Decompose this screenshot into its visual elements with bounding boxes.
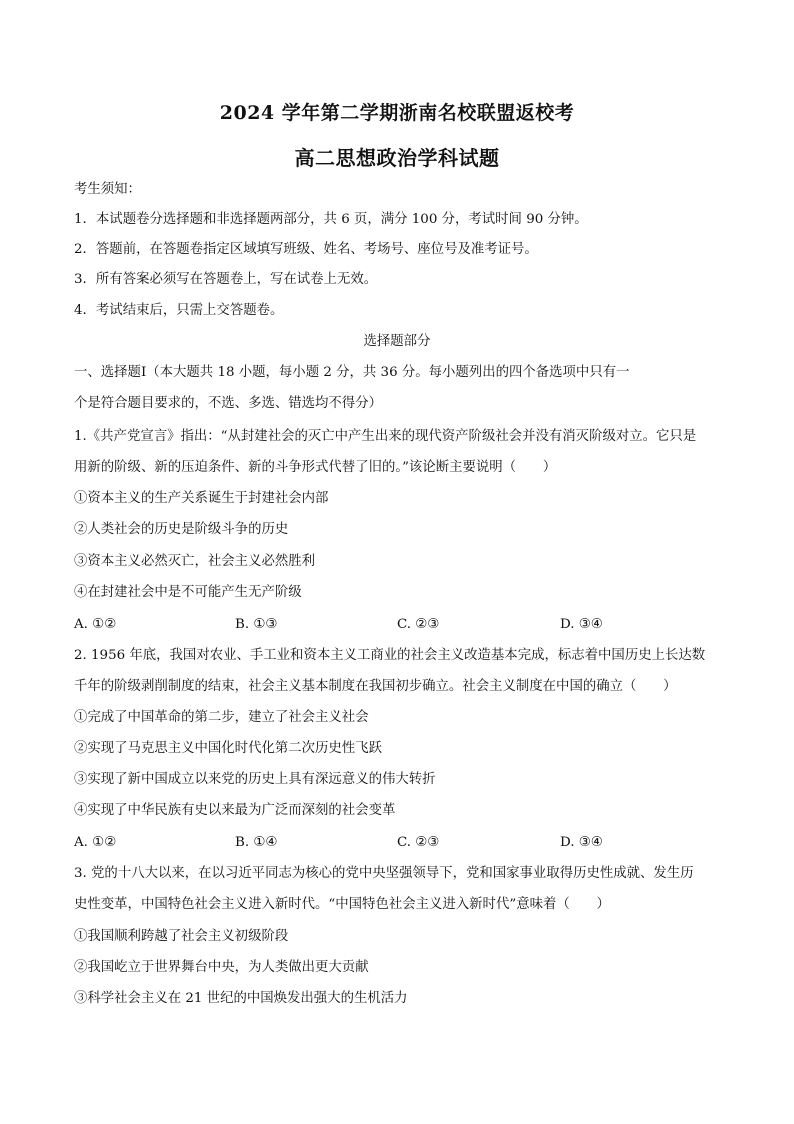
question-statement: ③资本主义必然灭亡，社会主义必然胜利 xyxy=(74,554,316,569)
exam-subtitle: 高二思想政治学科试题 xyxy=(294,146,500,170)
question-statement: ③科学社会主义在 21 世纪的中国焕发出强大的生机活力 xyxy=(74,991,408,1006)
question-statement: ②人类社会的历史是阶级斗争的历史 xyxy=(74,522,289,537)
notice-item: 4．考试结束后，只需上交答题卷。 xyxy=(74,303,284,318)
notice-heading: 考生须知： xyxy=(74,182,141,197)
option-b: B. ①③ xyxy=(235,617,278,632)
question-statement: ①资本主义的生产关系诞生于封建社会内部 xyxy=(74,491,329,506)
question-stem: 3. 党的十八大以来，在以习近平同志为核心的党中央坚强领导下，党和国家事业取得历史性成就、发生历 xyxy=(74,866,694,881)
section-instruction: 一、选择题Ⅰ（本大题共 18 小题，每小题 2 分，共 36 分。每小题列出的四个备选项中只有一 xyxy=(74,365,630,380)
question-statement: ①我国顺利跨越了社会主义初级阶段 xyxy=(74,929,289,944)
question-stem: 史性变革，中国特色社会主义进入新时代。“中国特色社会主义进入新时代”意味着（ ） xyxy=(74,897,610,912)
option-c: C. ②③ xyxy=(397,617,440,632)
answer-options xyxy=(74,616,724,634)
option-a: A. ①② xyxy=(74,835,117,850)
answer-options xyxy=(74,834,724,852)
option-d: D. ③④ xyxy=(560,617,603,632)
question-stem: 2. 1956 年底，我国对农业、手工业和资本主义工商业的社会主义改造基本完成，标志着中国历史上长达数 xyxy=(74,648,706,663)
notice-item: 3．所有答案必须写在答题卷上，写在试卷上无效。 xyxy=(74,272,378,287)
question-stem: 千年的阶级剥削制度的结束，社会主义基本制度在我国初步确立。社会主义制度在中国的确立（ ） xyxy=(74,679,677,694)
option-b: B. ①④ xyxy=(235,835,278,850)
question-stem: 1.《共产党宣言》指出：“从封建社会的灭亡中产生出来的现代资产阶级社会并没有消灭阶级对立。它只是 xyxy=(74,429,697,444)
question-stem: 用新的阶级、新的压迫条件、新的斗争形式代替了旧的。”该论断主要说明（ ） xyxy=(74,460,557,475)
section-title: 选择题部分 xyxy=(363,334,431,349)
option-c: C. ②③ xyxy=(397,835,440,850)
question-statement: ③实现了新中国成立以来党的历史上具有深远意义的伟大转折 xyxy=(74,772,436,787)
question-statement: ②我国屹立于世界舞台中央，为人类做出更大贡献 xyxy=(74,960,369,975)
question-statement: ①完成了中国革命的第二步，建立了社会主义社会 xyxy=(74,710,369,725)
question-statement: ④实现了中华民族有史以来最为广泛而深刻的社会变革 xyxy=(74,803,396,818)
exam-title: 2024 学年第二学期浙南名校联盟返校考 xyxy=(219,102,575,124)
question-statement: ②实现了马克思主义中国化时代化第二次历史性飞跃 xyxy=(74,741,382,756)
notice-item: 2．答题前，在答题卷指定区域填写班级、姓名、考场号、座位号及准考证号。 xyxy=(74,242,538,257)
notice-item: 1．本试题卷分选择题和非选择题两部分，共 6 页，满分 100 分，考试时间 90 分钟。 xyxy=(74,212,588,227)
option-a: A. ①② xyxy=(74,617,117,632)
option-d: D. ③④ xyxy=(560,835,603,850)
question-statement: ④在封建社会中是不可能产生无产阶级 xyxy=(74,585,302,600)
section-instruction: 个是符合题目要求的，不选、多选、错选均不得分） xyxy=(74,396,382,411)
